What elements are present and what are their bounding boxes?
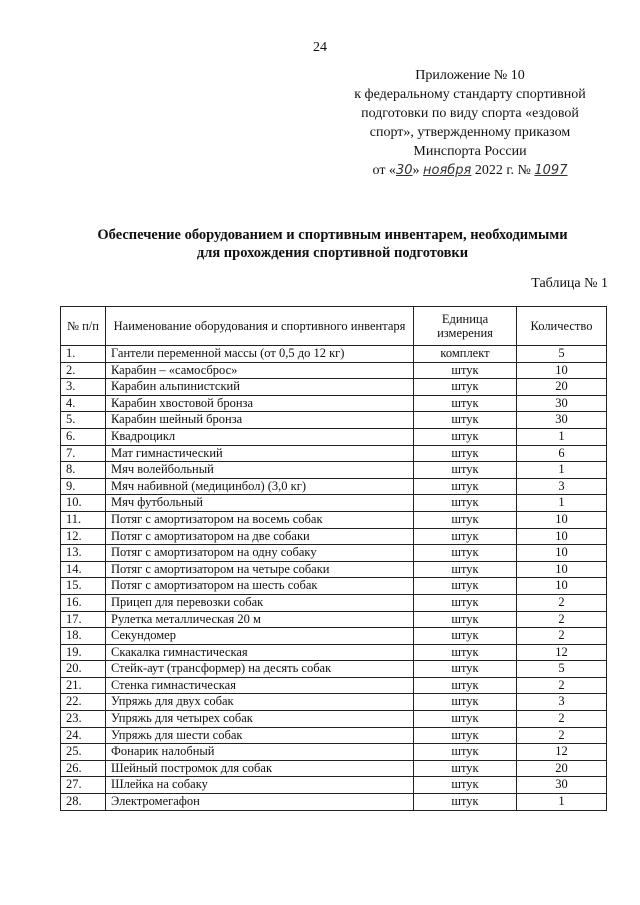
cell-unit: штук (414, 760, 517, 777)
cell-num: 17. (61, 611, 106, 628)
cell-num: 28. (61, 794, 106, 811)
cell-unit: штук (414, 545, 517, 562)
cell-num: 15. (61, 578, 106, 595)
cell-unit: штук (414, 478, 517, 495)
table-row (61, 694, 607, 711)
cell-num: 6. (61, 428, 106, 445)
table-row (61, 346, 607, 363)
cell-unit: штук (414, 677, 517, 694)
cell-name: Шейный постромок для собак (106, 760, 414, 777)
cell-name: Карабин хвостовой бронза (106, 395, 414, 412)
cell-num: 10. (61, 495, 106, 512)
table-row (61, 362, 607, 379)
cell-num: 2. (61, 362, 106, 379)
cell-num: 3. (61, 379, 106, 396)
cell-unit: штук (414, 362, 517, 379)
table-row (61, 611, 607, 628)
cell-name: Мяч волейбольный (106, 462, 414, 479)
header-name: Наименование оборудования и спортивного инвентаря (106, 307, 414, 346)
cell-name: Потяг с амортизатором на восемь собак (106, 511, 414, 528)
table-row (61, 545, 607, 562)
date-prefix: от « (372, 163, 396, 178)
cell-num: 14. (61, 561, 106, 578)
cell-qty: 1 (517, 462, 607, 479)
cell-qty: 10 (517, 362, 607, 379)
cell-name: Прицеп для перевозки собак (106, 594, 414, 611)
table-row (61, 677, 607, 694)
cell-qty: 2 (517, 727, 607, 744)
cell-unit: штук (414, 578, 517, 595)
year-text: 2022 г. № (474, 163, 531, 178)
cell-name: Мяч набивной (медицинбол) (3,0 кг) (106, 478, 414, 495)
cell-num: 1. (61, 346, 106, 363)
cell-qty: 5 (517, 346, 607, 363)
cell-unit: штук (414, 594, 517, 611)
table-row (61, 445, 607, 462)
table-header-row (61, 307, 607, 346)
cell-qty: 3 (517, 478, 607, 495)
cell-num: 23. (61, 711, 106, 728)
cell-unit: штук (414, 661, 517, 678)
appendix-line: к федеральному стандарту спортивной (354, 87, 586, 102)
table-row (61, 727, 607, 744)
cell-num: 21. (61, 677, 106, 694)
cell-unit: штук (414, 611, 517, 628)
cell-num: 27. (61, 777, 106, 794)
cell-num: 11. (61, 511, 106, 528)
table-row (61, 594, 607, 611)
cell-num: 4. (61, 395, 106, 412)
cell-num: 5. (61, 412, 106, 429)
cell-name: Электромегафон (106, 794, 414, 811)
table-label: Таблица № 1 (531, 276, 608, 291)
cell-qty: 2 (517, 628, 607, 645)
cell-qty: 12 (517, 744, 607, 761)
table-row (61, 495, 607, 512)
cell-num: 26. (61, 760, 106, 777)
cell-name: Шлейка на собаку (106, 777, 414, 794)
cell-unit: штук (414, 694, 517, 711)
cell-num: 19. (61, 644, 106, 661)
cell-num: 9. (61, 478, 106, 495)
cell-name: Карабин альпинистский (106, 379, 414, 396)
cell-name: Фонарик налобный (106, 744, 414, 761)
cell-qty: 1 (517, 495, 607, 512)
cell-qty: 2 (517, 611, 607, 628)
cell-unit: штук (414, 462, 517, 479)
cell-name: Квадроцикл (106, 428, 414, 445)
cell-qty: 6 (517, 445, 607, 462)
table-row (61, 412, 607, 429)
table-body (61, 346, 607, 811)
cell-num: 7. (61, 445, 106, 462)
table-row (61, 744, 607, 761)
cell-unit: штук (414, 528, 517, 545)
table-row (61, 379, 607, 396)
cell-qty: 5 (517, 661, 607, 678)
cell-num: 12. (61, 528, 106, 545)
cell-unit: штук (414, 727, 517, 744)
cell-unit: штук (414, 428, 517, 445)
table-row (61, 644, 607, 661)
cell-qty: 10 (517, 545, 607, 562)
cell-name: Потяг с амортизатором на две собаки (106, 528, 414, 545)
cell-unit: штук (414, 711, 517, 728)
cell-unit: штук (414, 644, 517, 661)
date-mid: » (412, 163, 420, 178)
page-number: 24 (313, 40, 327, 55)
header-unit: Единица измерения (414, 307, 517, 346)
cell-qty: 30 (517, 395, 607, 412)
cell-num: 22. (61, 694, 106, 711)
cell-qty: 12 (517, 644, 607, 661)
table-row (61, 528, 607, 545)
cell-unit: штук (414, 395, 517, 412)
cell-qty: 10 (517, 578, 607, 595)
cell-name: Карабин шейный бронза (106, 412, 414, 429)
cell-qty: 2 (517, 677, 607, 694)
cell-num: 25. (61, 744, 106, 761)
cell-name: Стенка гимнастическая (106, 677, 414, 694)
cell-unit: штук (414, 495, 517, 512)
cell-name: Потяг с амортизатором на шесть собак (106, 578, 414, 595)
heading-line: для прохождения спортивной подготовки (196, 245, 469, 261)
cell-name: Мат гимнастический (106, 445, 414, 462)
cell-qty: 30 (517, 412, 607, 429)
appendix-title: Приложение № 10 (415, 68, 525, 83)
cell-name: Гантели переменной массы (от 0,5 до 12 кг) (106, 346, 414, 363)
handwritten-order-number: 1097 (534, 163, 568, 178)
cell-name: Секундомер (106, 628, 414, 645)
cell-num: 13. (61, 545, 106, 562)
table-row (61, 760, 607, 777)
cell-num: 8. (61, 462, 106, 479)
table-row (61, 578, 607, 595)
table-row (61, 561, 607, 578)
cell-name: Потяг с амортизатором на одну собаку (106, 545, 414, 562)
cell-qty: 1 (517, 428, 607, 445)
table-row (61, 777, 607, 794)
cell-name: Упряжь для шести собак (106, 727, 414, 744)
table-row (61, 428, 607, 445)
cell-qty: 2 (517, 594, 607, 611)
cell-name: Мяч футбольный (106, 495, 414, 512)
cell-qty: 1 (517, 794, 607, 811)
table-row (61, 478, 607, 495)
cell-qty: 2 (517, 711, 607, 728)
appendix-line: Минспорта России (413, 144, 527, 159)
appendix-date-line (330, 161, 610, 180)
cell-unit: штук (414, 379, 517, 396)
cell-qty: 10 (517, 511, 607, 528)
appendix-block (330, 66, 610, 180)
cell-unit: штук (414, 445, 517, 462)
cell-qty: 10 (517, 561, 607, 578)
cell-name: Стейк-аут (трансформер) на десять собак (106, 661, 414, 678)
cell-name: Рулетка металлическая 20 м (106, 611, 414, 628)
document-heading (60, 226, 605, 262)
cell-name: Упряжь для двух собак (106, 694, 414, 711)
table-row (61, 711, 607, 728)
header-qty: Количество (517, 307, 607, 346)
cell-unit: штук (414, 628, 517, 645)
table-row (61, 462, 607, 479)
equipment-table (60, 306, 607, 811)
cell-unit: штук (414, 794, 517, 811)
cell-name: Упряжь для четырех собак (106, 711, 414, 728)
appendix-line: спорт», утвержденному приказом (369, 125, 571, 140)
cell-name: Карабин – «самосброс» (106, 362, 414, 379)
cell-num: 24. (61, 727, 106, 744)
cell-unit: штук (414, 511, 517, 528)
table-row (61, 794, 607, 811)
cell-unit: штук (414, 561, 517, 578)
cell-qty: 20 (517, 760, 607, 777)
cell-name: Потяг с амортизатором на четыре собаки (106, 561, 414, 578)
cell-qty: 30 (517, 777, 607, 794)
table-row (61, 628, 607, 645)
table-row (61, 395, 607, 412)
header-num: № п/п (61, 307, 106, 346)
heading-line: Обеспечение оборудованием и спортивным инвентарем, необходимыми (97, 227, 568, 243)
cell-num: 20. (61, 661, 106, 678)
cell-num: 18. (61, 628, 106, 645)
table-row (61, 661, 607, 678)
cell-unit: комплект (414, 346, 517, 363)
cell-qty: 10 (517, 528, 607, 545)
table-row (61, 511, 607, 528)
cell-unit: штук (414, 412, 517, 429)
handwritten-month: ноября (422, 163, 472, 178)
appendix-line: подготовки по виду спорта «ездовой (361, 106, 579, 121)
cell-unit: штук (414, 777, 517, 794)
cell-num: 16. (61, 594, 106, 611)
handwritten-day: 30 (395, 163, 413, 178)
cell-qty: 3 (517, 694, 607, 711)
cell-name: Скакалка гимнастическая (106, 644, 414, 661)
cell-unit: штук (414, 744, 517, 761)
cell-qty: 20 (517, 379, 607, 396)
